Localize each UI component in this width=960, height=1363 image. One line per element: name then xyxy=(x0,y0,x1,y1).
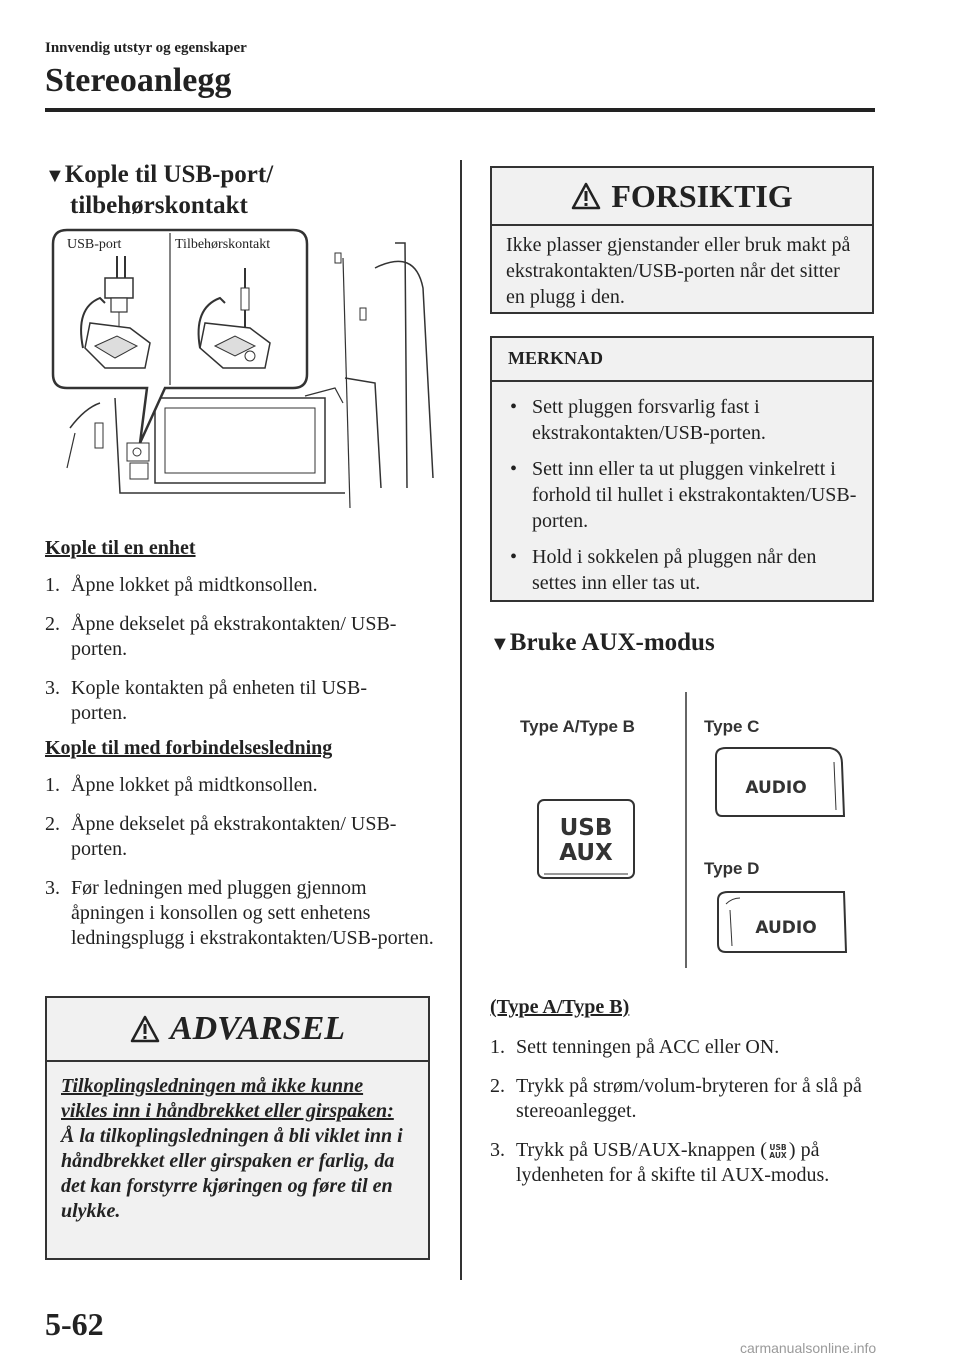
section-heading-aux: ▼Bruke AUX-modus xyxy=(490,629,715,656)
step-item: 2. Åpne dekselet på ekstrakontakten/ USB-porten. xyxy=(45,613,397,660)
usb-aux-icon xyxy=(769,1142,787,1160)
aux-button-types-figure xyxy=(490,690,875,970)
step-item: 2. Åpne dekselet på ekstrakontakten/ USB-porten. xyxy=(45,813,397,860)
step-item: 1. Åpne lokket på midtkonsollen. xyxy=(45,574,318,596)
warning-triangle-icon xyxy=(130,1015,160,1043)
step-item: 3. Før ledningen med pluggen gjennom åpningen i konsollen og sett enhetens ledningsplugg i ekstrakontakten/USB-porten. xyxy=(45,877,434,949)
warning-text: Tilkoplingsledningen må ikke kunne vikles inn i håndbrekket eller girspaken: Å la tilkoplingsledningen å bli viklet inn i håndbrekket eller girspaken er farlig, da det kan forstyrre kjøringen og føre til en ulykke. xyxy=(61,1075,403,1222)
page-title: Stereoanlegg xyxy=(45,62,232,99)
step-item: 1. Åpne lokket på midtkonsollen. xyxy=(45,774,318,796)
column-divider xyxy=(460,160,462,1280)
title-rule xyxy=(45,108,875,112)
triangle-down-icon: ▼ xyxy=(45,165,65,187)
warning-header xyxy=(47,998,428,1062)
step-item: 2. Trykk på strøm/volum-bryteren for å slå på stereoanlegget. xyxy=(490,1075,862,1122)
page-number: 5-62 xyxy=(45,1306,104,1342)
caution-box xyxy=(490,166,874,314)
usb-port-label: USB-port xyxy=(67,237,122,252)
step-item: 3. Trykk på USB/AUX-knappen ( USB AUX ) på lydenheten for å skifte til AUX-modus. xyxy=(490,1139,830,1186)
caution-title: FORSIKTIG xyxy=(611,177,793,214)
type-c-label: Type C xyxy=(704,717,760,736)
accessory-socket-label: Tilbehørskontakt xyxy=(175,237,271,252)
svg-text:AUX: AUX xyxy=(769,1151,787,1161)
subheading-connect-device: Kople til en enhet xyxy=(45,537,196,559)
warning-title: ADVARSEL xyxy=(169,1010,346,1047)
note-title: MERKNAD xyxy=(508,348,603,368)
section-heading-usb: ▼Kople til USB-port/ tilbehørskontakt xyxy=(45,161,274,219)
svg-text:USB: USB xyxy=(769,1143,787,1153)
watermark: carmanualsonline.info xyxy=(740,1340,877,1356)
svg-text:AUDIO: AUDIO xyxy=(755,918,817,938)
usb-aux-button xyxy=(538,800,634,878)
warning-triangle-icon xyxy=(571,182,601,210)
subheading-connect-cable: Kople til med forbindelsesledning xyxy=(45,737,333,759)
caution-text: Ikke plasser gjenstander eller bruk makt på ekstrakontakten/USB-porten når det sitter en plugg i den. xyxy=(506,234,851,308)
note-item: • Sett pluggen forsvarlig fast i ekstrakontakten/USB-porten. xyxy=(510,396,766,444)
usb-port-illustration xyxy=(45,228,440,518)
breadcrumb: Innvendig utstyr og egenskaper xyxy=(45,40,247,56)
step-item: 3. Kople kontakten på enheten til USB-porten. xyxy=(45,677,368,724)
type-ab-label: Type A/Type B xyxy=(520,717,635,736)
note-item: • Hold i sokkelen på pluggen når den settes inn eller tas ut. xyxy=(510,546,817,594)
type-d-label: Type D xyxy=(704,859,760,878)
step-item: 1. Sett tenningen på ACC eller ON. xyxy=(490,1036,780,1058)
note-header xyxy=(492,338,872,382)
audio-button-type-d xyxy=(718,892,846,952)
svg-text:AUDIO: AUDIO xyxy=(745,778,807,798)
warning-box xyxy=(45,996,430,1260)
triangle-down-icon: ▼ xyxy=(490,633,510,655)
note-item: • Sett inn eller ta ut pluggen vinkelrett i forhold til hullet i ekstrakontakten/USB-porten. xyxy=(510,458,857,532)
svg-text:AUX: AUX xyxy=(559,840,613,866)
caution-header xyxy=(492,168,872,226)
subheading-type-ab: (Type A/Type B) xyxy=(490,996,630,1018)
note-box xyxy=(490,336,874,602)
svg-text:USB: USB xyxy=(559,815,613,841)
audio-button-type-c xyxy=(716,748,844,816)
